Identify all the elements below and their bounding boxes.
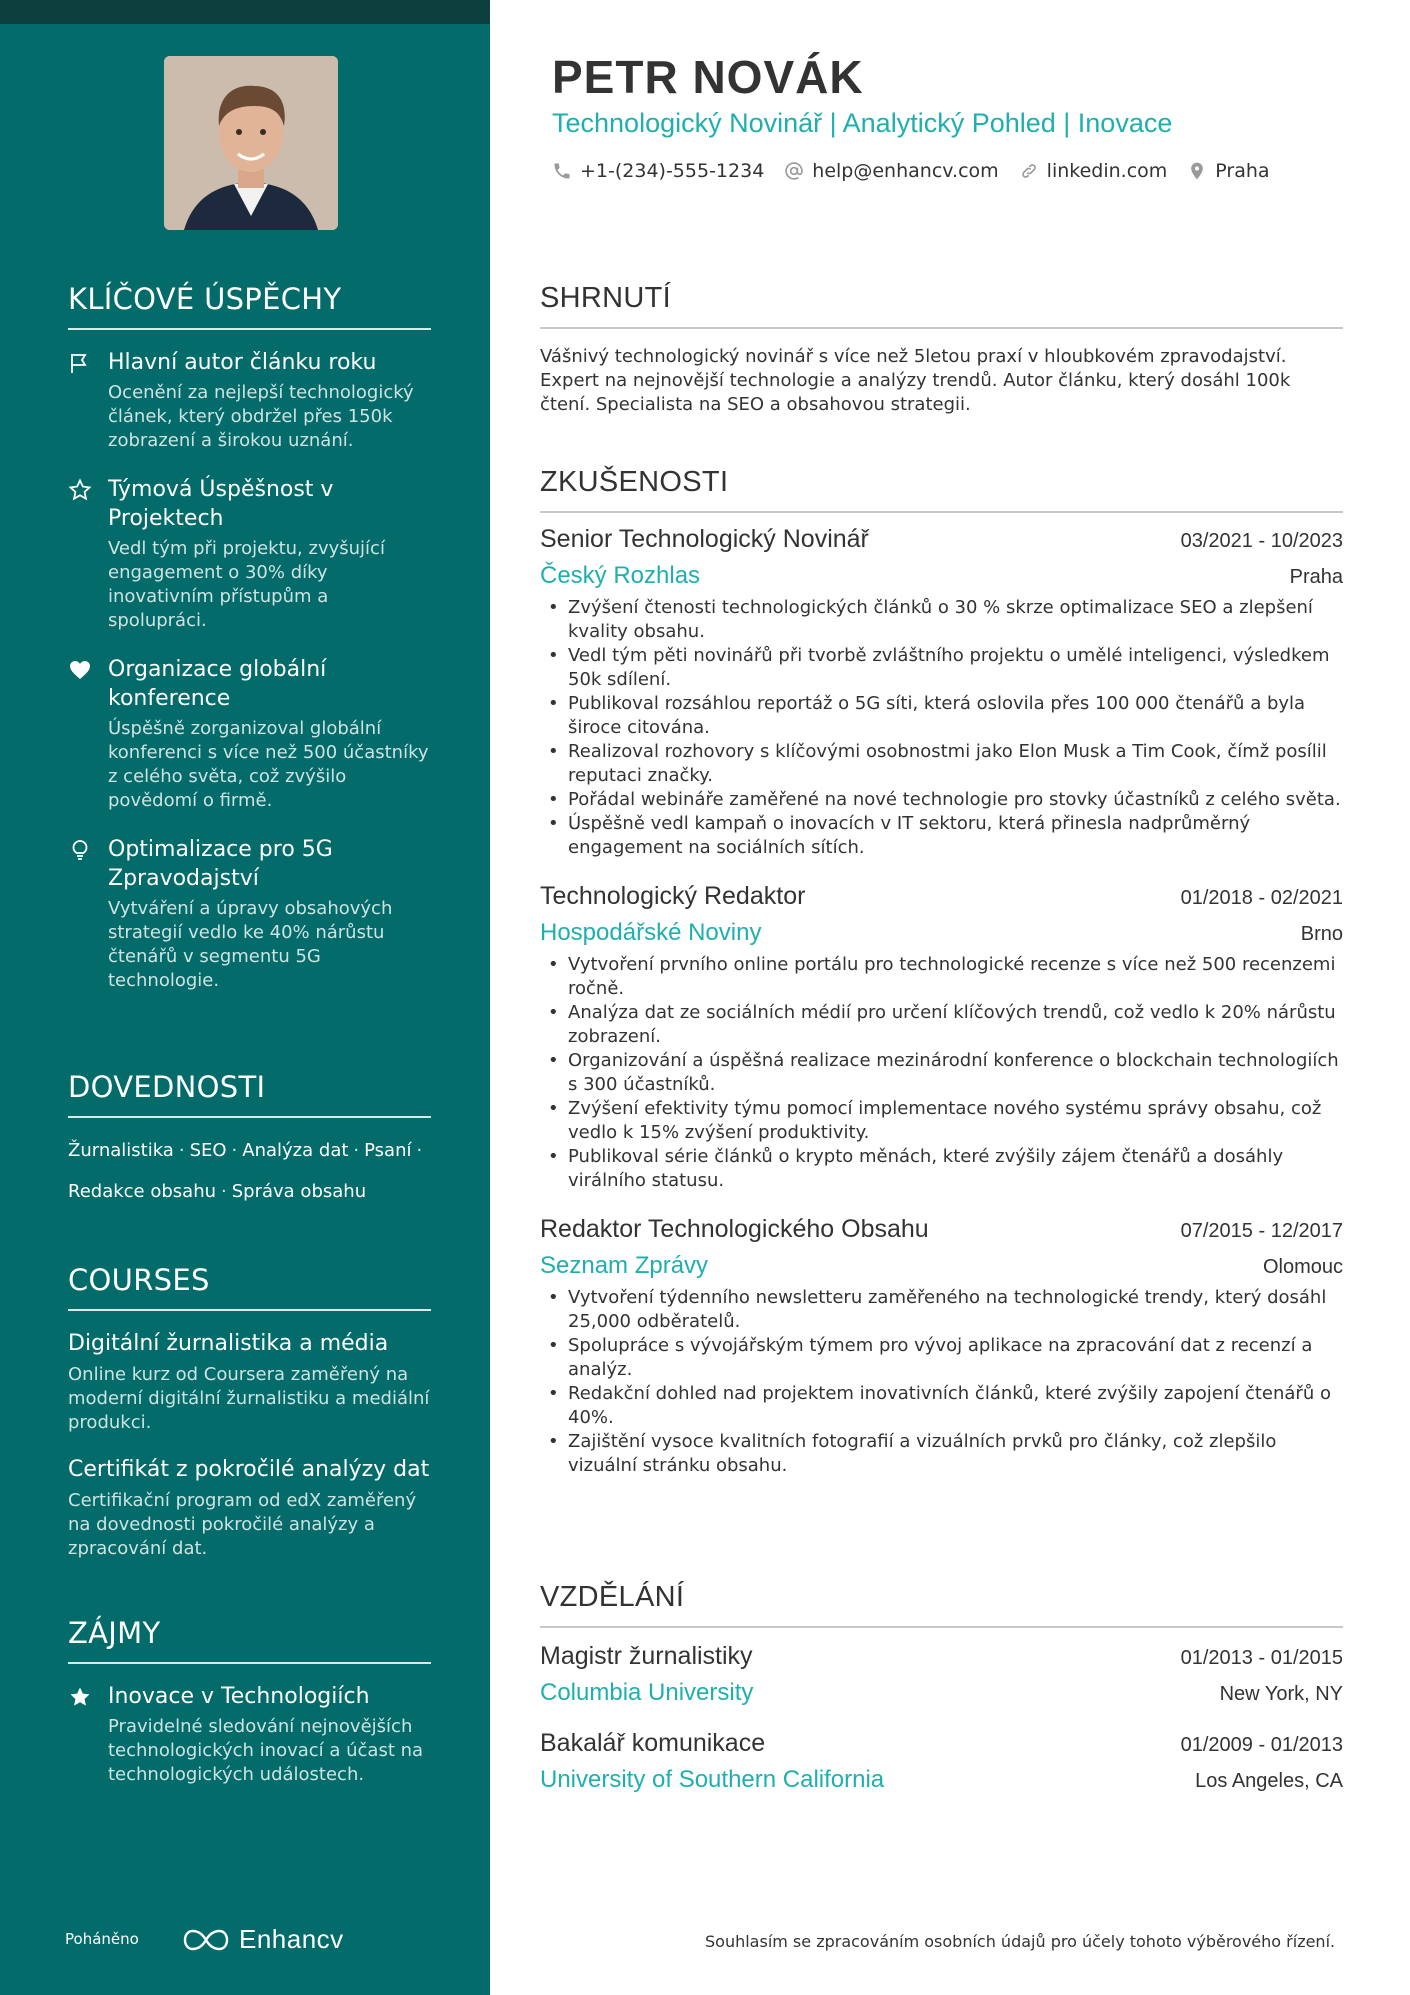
experience-heading: ZKUŠENOSTI	[540, 466, 1343, 513]
achievement-title: Organizace globální konference	[108, 657, 327, 711]
job-bullet: • Vytvoření týdenního newsletteru zaměřeného na technologické trendy, který dosáhl 25,000 odběratelů.	[540, 1286, 1343, 1334]
interest-desc: Pravidelné sledování nejnovějších technologických inovací a účast na technologických událostech.	[108, 1716, 424, 1785]
job-company: Seznam Zprávy	[540, 1252, 709, 1279]
achievement-item	[68, 348, 431, 453]
location-icon	[1187, 161, 1207, 181]
job-location: Praha	[1289, 566, 1343, 588]
achievement-title: Týmová Úspěšnost v Projektech	[108, 477, 334, 531]
education-school: University of Southern California	[540, 1766, 885, 1793]
skill-separator: ·	[353, 1140, 360, 1161]
contact-email-text: help@enhancv.com	[812, 160, 999, 182]
job-location: Brno	[1300, 923, 1343, 945]
sidebar-top-bar	[0, 0, 490, 24]
interests-heading: ZÁJMY	[68, 1616, 431, 1664]
job-company: Český Rozhlas	[540, 562, 701, 589]
job-entry	[540, 1215, 1343, 1478]
education-degree: Magistr žurnalistiky	[540, 1642, 753, 1670]
interest-item	[68, 1682, 431, 1787]
education-entry	[540, 1729, 1343, 1794]
skill-tag: Psaní	[364, 1140, 412, 1161]
skill-tag: Žurnalistika	[68, 1140, 174, 1161]
achievement-desc: Vedl tým při projektu, zvyšující engagement o 30% díky inovativním přístupům a spolupráci.	[108, 538, 385, 631]
courses-section	[68, 1263, 431, 1561]
achievement-title: Hlavní autor článku roku	[108, 350, 377, 375]
education-degree: Bakalář komunikace	[540, 1729, 766, 1757]
contact-location	[1187, 160, 1269, 182]
flag-icon	[68, 351, 92, 375]
job-bullet: • Publikoval série článků o krypto měnách, které zvýšily zájem čtenářů a dosáhly virálního statusu.	[540, 1145, 1343, 1193]
powered-by-label: Poháněno	[65, 1930, 139, 1948]
enhancv-logo[interactable]	[183, 1924, 344, 1955]
star-outline-icon	[68, 478, 92, 502]
contact-phone-text: +1-(234)-555-1234	[580, 160, 765, 182]
job-bullet: • Vedl tým pěti novinářů při tvorbě zvláštního projektu o umělé inteligenci, výsledkem 50k sdílení.	[540, 644, 1343, 692]
star-filled-icon	[68, 1685, 92, 1709]
skills-section	[68, 1070, 431, 1212]
summary-heading: SHRNUTÍ	[540, 282, 1343, 329]
contact-email[interactable]	[784, 160, 998, 182]
skill-tag: Analýza dat	[242, 1140, 349, 1161]
job-title: Technologický Redaktor	[540, 882, 806, 910]
job-bullet: • Publikoval rozsáhlou reportáž o 5G síti, která oslovila přes 100 000 čtenářů a byla široce citována.	[540, 692, 1343, 740]
achievement-desc: Vytváření a úpravy obsahových strategií vedlo ke 40% nárůstu čtenářů v segmentu 5G technologie.	[108, 898, 393, 991]
interest-title: Inovace v Technologiích	[108, 1684, 370, 1709]
courses-heading: COURSES	[68, 1263, 431, 1311]
summary-text: Vášnivý technologický novinář s více než 5letou praxí v hloubkovém zpravodajství. Expert na nejnovější technologie a analýzy trendů. Autor článku, který dosáhl 100k čtení. Specialista na SEO a obsahovou strategii.	[540, 346, 1291, 415]
job-bullet: • Zvýšení čtenosti technologických článků o 30 % skrze optimalizace SEO a zlepšení kvality obsahu.	[540, 596, 1343, 644]
job-dates: 07/2015 - 12/2017	[1180, 1220, 1343, 1242]
skill-separator: ·	[231, 1140, 238, 1161]
skill-tag: Redakce obsahu	[68, 1181, 217, 1202]
job-bullet: • Redakční dohled nad projektem inovativních článků, které zvýšily zapojení čtenářů o 40%.	[540, 1382, 1343, 1430]
contact-bar	[552, 160, 1270, 182]
education-section	[540, 1581, 1343, 1794]
job-title: Senior Technologický Novinář	[540, 525, 869, 553]
skill-tag: Správa obsahu	[231, 1181, 367, 1202]
education-location: Los Angeles, CA	[1195, 1770, 1343, 1792]
job-bullets	[540, 1286, 1343, 1478]
job-company: Hospodářské Noviny	[540, 919, 762, 946]
heart-icon	[68, 658, 92, 682]
candidate-headline: Technologický Novinář | Analytický Pohled | Inovace	[552, 108, 1173, 138]
job-bullet: • Pořádal webináře zaměřené na nové technologie pro stovky účastníků z celého světa.	[540, 788, 1343, 812]
skills-heading: DOVEDNOSTI	[68, 1070, 431, 1118]
education-dates: 01/2009 - 01/2013	[1180, 1734, 1343, 1756]
job-location: Olomouc	[1262, 1256, 1343, 1278]
course-item	[68, 1455, 431, 1561]
achievement-item	[68, 655, 431, 813]
infinity-logo-icon	[183, 1928, 229, 1952]
achievements-heading: KLÍČOVÉ ÚSPĚCHY	[68, 282, 431, 330]
skill-tag: SEO	[189, 1140, 227, 1161]
job-bullet: • Úspěšně vedl kampaň o inovacích v IT sektoru, která přinesla nadprůměrný engagement na sociálních sítích.	[540, 812, 1343, 860]
job-bullet: • Zvýšení efektivity týmu pomocí implementace nového systému správy obsahu, což vedlo k 15% zvýšení produktivity.	[540, 1097, 1343, 1145]
job-bullet: • Spolupráce s vývojářským týmem pro vývoj aplikace na zpracování dat z recenzí a analýz.	[540, 1334, 1343, 1382]
skill-separator: ·	[178, 1140, 185, 1161]
achievement-desc: Ocenění za nejlepší technologický článek, který obdržel přes 150k zobrazení a širokou uznání.	[108, 382, 414, 451]
at-icon	[784, 161, 804, 181]
course-desc: Certifikační program od edX zaměřený na dovednosti pokročilé analýzy a zpracování dat.	[68, 1490, 417, 1559]
interests-section	[68, 1616, 431, 1787]
link-icon	[1019, 161, 1039, 181]
education-school: Columbia University	[540, 1679, 754, 1706]
job-bullet: • Zajištění vysoce kvalitních fotografií a vizuálních prvků pro články, což zlepšilo vizuální stránku obsahu.	[540, 1430, 1343, 1478]
course-title: Digitální žurnalistika a média	[68, 1331, 389, 1356]
achievement-title: Optimalizace pro 5G Zpravodajství	[108, 837, 333, 891]
job-dates: 03/2021 - 10/2023	[1180, 530, 1343, 552]
job-title: Redaktor Technologického Obsahu	[540, 1215, 929, 1243]
gdpr-consent-note: Souhlasím se zpracováním osobních údajů pro účely tohoto výběrového řízení.	[705, 1932, 1336, 1951]
achievements-section	[68, 282, 431, 993]
education-heading: VZDĚLÁNÍ	[540, 1581, 1343, 1628]
course-title: Certifikát z pokročilé analýzy dat	[68, 1457, 430, 1482]
achievement-item	[68, 475, 431, 633]
enhancv-brand-text: Enhancv	[239, 1924, 344, 1954]
candidate-name: PETR NOVÁK	[552, 51, 864, 103]
contact-phone[interactable]	[552, 160, 764, 182]
lightbulb-icon	[68, 838, 92, 862]
skill-separator: ·	[221, 1181, 227, 1202]
contact-linkedin[interactable]	[1019, 160, 1168, 182]
course-desc: Online kurz od Coursera zaměřený na moderní digitální žurnalistiku a mediální produkci.	[68, 1364, 430, 1433]
job-bullet: • Analýza dat ze sociálních médií pro určení klíčových trendů, což vedlo k 20% nárůstu zobrazení.	[540, 1001, 1343, 1049]
education-dates: 01/2013 - 01/2015	[1180, 1647, 1343, 1669]
sidebar	[0, 0, 490, 1995]
skill-separator: ·	[416, 1140, 423, 1161]
achievement-desc: Úspěšně zorganizoval globální konferenci s více než 500 účastníky z celého světa, což zvýšilo povědomí o firmě.	[108, 718, 429, 811]
job-bullets	[540, 953, 1343, 1193]
experience-section	[540, 466, 1343, 1478]
job-bullet: • Realizoval rozhovory s klíčovými osobnostmi jako Elon Musk a Tim Cook, čímž posílil reputaci značky.	[540, 740, 1343, 788]
profile-photo	[164, 56, 338, 230]
achievement-item	[68, 835, 431, 993]
phone-icon	[552, 161, 572, 181]
contact-location-text: Praha	[1215, 160, 1270, 182]
skills-list	[68, 1130, 431, 1212]
job-dates: 01/2018 - 02/2021	[1180, 887, 1343, 909]
contact-linkedin-text: linkedin.com	[1046, 160, 1168, 182]
education-entry	[540, 1642, 1343, 1707]
summary-section	[540, 282, 1343, 417]
job-entry	[540, 525, 1343, 860]
education-location: New York, NY	[1219, 1683, 1343, 1705]
job-bullet: • Vytvoření prvního online portálu pro technologické recenze s více než 500 recenzemi ročně.	[540, 953, 1343, 1001]
job-entry	[540, 882, 1343, 1193]
job-bullets	[540, 596, 1343, 860]
course-item	[68, 1329, 431, 1435]
job-bullet: • Organizování a úspěšná realizace mezinárodní konference o blockchain technologiích s 300 účastníků.	[540, 1049, 1343, 1097]
